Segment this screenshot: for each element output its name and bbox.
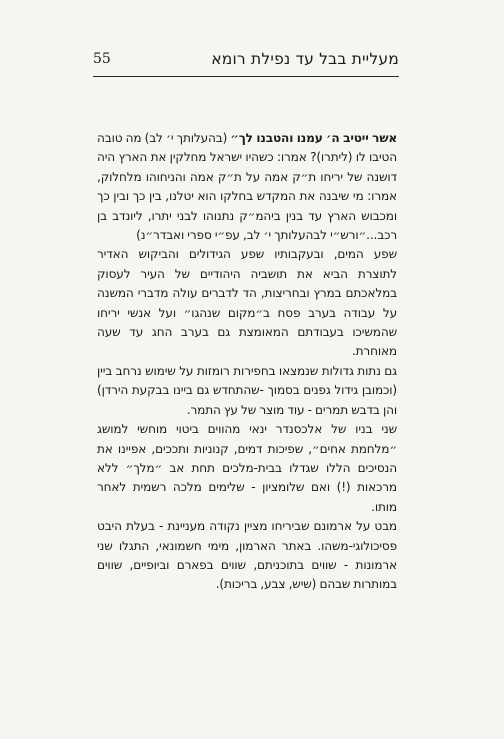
paragraph-1-rest: (בהעלותך י׳ לב) מה טובה הטיבו לו (ליתרו)? אמרו: כשהיו ישראל מחלקין את הארץ היה דושנה של יריחו ת״ק אמה על ת״ק אמה והניחוהו מלחלוק, אמרו: מי שיבנה את המקדש בחלקו הוא יטלנו, בין כך ובין כך ומכבוש הארץ עד בנין ביהמ״ק נתנוהו לבני יתרו, ליונדב בן רכב...״ורש״י לבהעלותך י׳ לב, עפ״י ספרי ואבדר״נ) [97,131,397,243]
header-rule [93,76,399,77]
page-header [93,50,399,72]
paragraph-1-lead: אשר ייטיב ה׳ עמנו והטבנו לך״ [230,131,397,145]
body-text [97,129,397,595]
page-number: 55 [93,51,111,67]
paragraph-2: שפע המים, ובעקבותיו שפע הגידולים והביקוש האדיר לתוצרת הביא את תושביה היהודיים של העיר לעסוק במלאכתם במרץ ובחריצות, הד לדברים עולה מדברי המשנה על עבודה בערב פסח ב״מקום שנהגו״ ועל אנשי יריחו שהמשיכו בעבודתם המאומצת גם בערב החג עד שעה מאוחרת. [97,247,397,359]
paragraph-3: גם נתות גדולות שנמצאו בחפירות רומזות על שימוש נרחב ביין (וכמובן גידול גפנים בסמוך -שהתחדש גם ביינו בבקעת הירדן) והן בדבש תמרים - עוד מוצר של עץ התמר. [97,363,397,417]
running-title: מעליית בבל עד נפילת רומא [211,50,399,68]
paragraph-5: מבט על ארמונם שביריחו מציין נקודה מעניינת - בעלת היבט פסיכולוגי-משהו. באתר הארמון, מימי חשמונאי, התגלו שני ארמונות - שווים בתוכניתם, שווים בפארם וביופיים, שווים במותרות שבהם (שיש, צבע, בריכות). [97,519,397,592]
paragraph-1 [97,129,397,245]
paragraph-4: שני בניו של אלכסנדר ינאי מהווים ביטוי מוחשי למושג ״מלחמת אחים״, שפיכות דמים, קנוניות ותככים, אפיינו את הנסיכים הללו שגדלו בבית-מלכים תחת אב ״מלך״ ללא מרכאות (!) ואם שלומציון - שלימים מלכה רשמית לאחר מותו. [97,422,397,514]
